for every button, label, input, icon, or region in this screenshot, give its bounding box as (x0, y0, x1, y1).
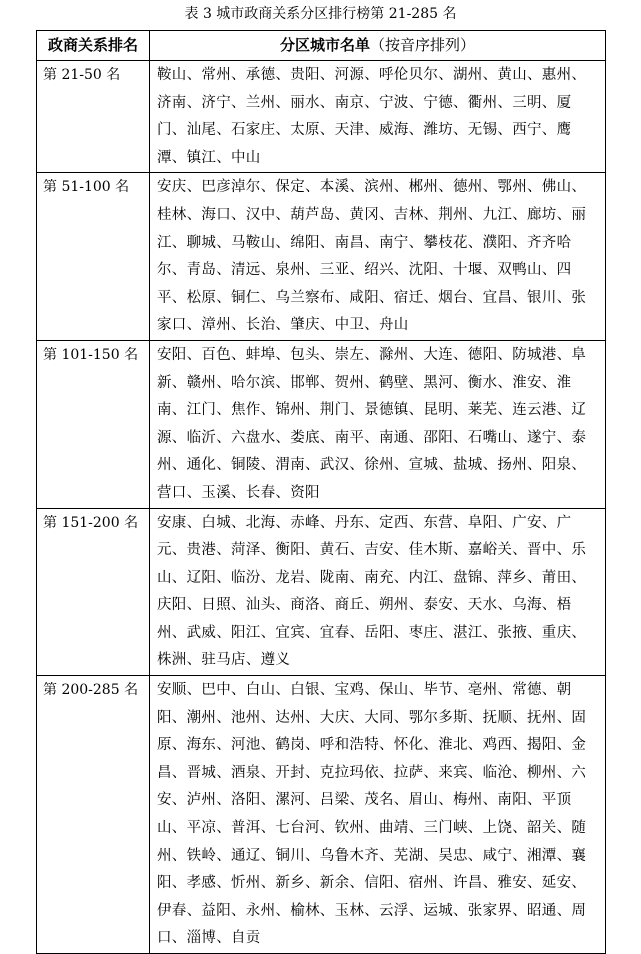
table-row (37, 61, 606, 173)
header-cities (150, 31, 606, 61)
rank-cell: 第 200-285 名 (37, 676, 150, 954)
cities-cell: 安阳、百色、蚌埠、包头、崇左、滁州、大连、德阳、防城港、阜新、赣州、哈尔滨、邯郸、贺州、鹤壁、黑河、衡水、淮安、淮南、江门、焦作、锦州、荆门、景德镇、昆明、莱芜、连云港、辽源、临沂、六盘水、娄底、南平、南通、邵阳、石嘴山、遂宁、泰州、通化、铜陵、渭南、武汉、徐州、宣城、盐城、扬州、阳泉、营口、玉溪、长春、资阳 (150, 340, 606, 508)
header-cities-note: （按音序排列） (370, 36, 476, 54)
header-rank: 政商关系排名 (37, 31, 150, 61)
cities-cell: 安康、白城、北海、赤峰、丹东、定西、东营、阜阳、广安、广元、贵港、菏泽、衡阳、黄石、吉安、佳木斯、嘉峪关、晋中、乐山、辽阳、临汾、龙岩、陇南、南充、内江、盘锦、萍乡、莆田、庆阳、日照、汕头、商洛、商丘、朔州、泰安、天水、乌海、梧州、武威、阳江、宜宾、宜春、岳阳、枣庄、湛江、张掖、重庆、株洲、驻马店、遵义 (150, 508, 606, 676)
city-ranking-table (36, 30, 606, 954)
cities-cell: 鞍山、常州、承德、贵阳、河源、呼伦贝尔、湖州、黄山、惠州、济南、济宁、兰州、丽水、南京、宁波、宁德、衢州、三明、厦门、汕尾、石家庄、太原、天津、威海、潍坊、无锡、西宁、鹰潭、镇江、中山 (150, 61, 606, 173)
header-cities-title: 分区城市名单 (279, 36, 370, 54)
table-row (37, 173, 606, 341)
rank-cell: 第 51-100 名 (37, 173, 150, 341)
rank-cell: 第 151-200 名 (37, 508, 150, 676)
cities-cell: 安庆、巴彦淖尔、保定、本溪、滨州、郴州、德州、鄂州、佛山、桂林、海口、汉中、葫芦岛、黄冈、吉林、荆州、九江、廊坊、丽江、聊城、马鞍山、绵阳、南昌、南宁、攀枝花、濮阳、齐齐哈尔、青岛、清远、泉州、三亚、绍兴、沈阳、十堰、双鸭山、四平、松原、铜仁、乌兰察布、咸阳、宿迁、烟台、宜昌、银川、张家口、漳州、长治、肇庆、中卫、舟山 (150, 173, 606, 341)
table-caption: 表 3 城市政商关系分区排行榜第 21-285 名 (184, 6, 457, 22)
table-row (37, 508, 606, 676)
table-row (37, 676, 606, 954)
table-row (37, 340, 606, 508)
table-header-row (37, 31, 606, 61)
cities-cell: 安顺、巴中、白山、白银、宝鸡、保山、毕节、亳州、常德、朝阳、潮州、池州、达州、大庆、大同、鄂尔多斯、抚顺、抚州、固原、海东、河池、鹤岗、呼和浩特、怀化、淮北、鸡西、揭阳、金昌、晋城、酒泉、开封、克拉玛依、拉萨、来宾、临沧、柳州、六安、泸州、洛阳、漯河、吕梁、茂名、眉山、梅州、南阳、平顶山、平凉、普洱、七台河、钦州、曲靖、三门峡、上饶、韶关、随州、铁岭、通辽、铜川、乌鲁木齐、芜湖、吴忠、咸宁、湘潭、襄阳、孝感、忻州、新乡、新余、信阳、宿州、许昌、雅安、延安、伊春、益阳、永州、榆林、玉林、云浮、运城、张家界、昭通、周口、淄博、自贡 (150, 676, 606, 954)
rank-cell: 第 21-50 名 (37, 61, 150, 173)
rank-cell: 第 101-150 名 (37, 340, 150, 508)
